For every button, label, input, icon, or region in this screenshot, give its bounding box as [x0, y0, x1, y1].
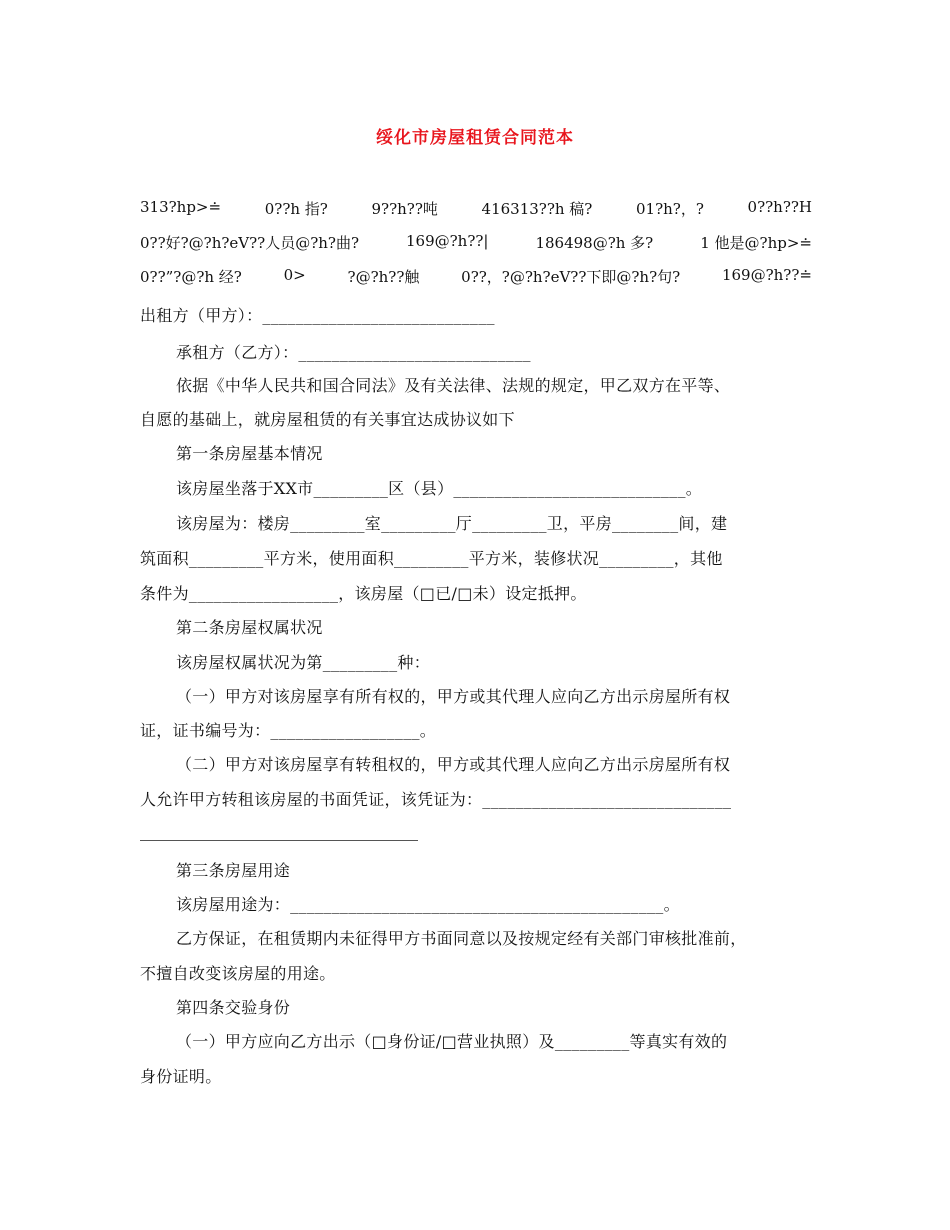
- article-2-heading: 第二条房屋权属状况: [176, 618, 323, 637]
- garbled-text: 0??h 指?: [264, 200, 328, 218]
- article-2-clause-1b: 证，证书编号为：__________________。: [140, 721, 437, 740]
- garbled-text: 313?hp>≐: [140, 198, 222, 216]
- garbled-text: 0??好?@?h?eV??人员@?h?曲?: [140, 234, 359, 252]
- garbled-line-1: [140, 198, 812, 219]
- article-2-type: 该房屋权属状况为第_________种：: [176, 653, 431, 672]
- article-2-clause-2b: 人允许甲方转租该房屋的书面凭证，该凭证为：______________________________: [140, 790, 732, 809]
- garbled-text: 169@?h??|: [405, 232, 489, 250]
- article-1-layout-3: 条件为__________________，该房屋（□已/□未）设定抵押。: [140, 584, 587, 603]
- garbled-text: 1 他是@?hp>≐: [700, 234, 812, 252]
- article-3-heading: 第三条房屋用途: [176, 861, 291, 880]
- lessor-line: 出租方（甲方）：____________________________: [140, 306, 495, 325]
- preamble-line-1: 依据《中华人民共和国合同法》及有关法律、法规的规定，甲乙双方在平等、: [176, 376, 731, 395]
- article-1-location: 该房屋坐落于XX市_________区（县）____________________________。: [176, 479, 703, 498]
- article-4-heading: 第四条交验身份: [176, 998, 291, 1017]
- preamble-line-2: 自愿的基础上，就房屋租赁的有关事宜达成协议如下: [140, 410, 515, 429]
- lessee-line: 承租方（乙方）：____________________________: [176, 343, 531, 362]
- article-3-purpose: 该房屋用途为：_____________________________________________。: [176, 895, 680, 914]
- garbled-line-3: [140, 266, 812, 287]
- article-3-guarantee-1: 乙方保证，在租赁期内未征得甲方书面同意以及按规定经有关部门审核批准前，: [176, 929, 747, 948]
- garbled-text: 416313??h 稿?: [481, 200, 593, 218]
- garbled-text: 0??h??H: [747, 198, 812, 216]
- garbled-text: 0>: [283, 266, 306, 284]
- article-3-guarantee-2: 不擅自改变该房屋的用途。: [140, 964, 336, 983]
- garbled-text: 9??h??吨: [371, 200, 438, 218]
- article-4-clause-1a: （一）甲方应向乙方出示（□身份证/□营业执照）及_________等真实有效的: [176, 1032, 728, 1051]
- article-1-heading: 第一条房屋基本情况: [176, 444, 323, 463]
- article-1-layout-1: 该房屋为：楼房_________室_________厅_________卫，平房________间，建: [176, 514, 728, 533]
- article-4-clause-1b: 身份证明。: [140, 1067, 222, 1086]
- article-1-layout-2: 筑面积_________平方米，使用面积_________平方米，装修状况_________，其他: [140, 549, 723, 568]
- article-2-clause-2a: （二）甲方对该房屋享有转租权的，甲方或其代理人应向乙方出示房屋所有权: [176, 755, 731, 774]
- article-2-clause-1a: （一）甲方对该房屋享有所有权的，甲方或其代理人应向乙方出示房屋所有权: [176, 687, 731, 706]
- garbled-text: 0??”?@?h 经?: [140, 268, 242, 286]
- blank-underline: [140, 840, 418, 841]
- document-title: 绥化市房屋租赁合同范本: [376, 128, 574, 148]
- garbled-text: 01?h?，?: [636, 200, 704, 218]
- garbled-text: 0??，?@?h?eV??下即@?h?句?: [461, 268, 681, 286]
- garbled-line-2: [140, 232, 812, 253]
- garbled-text: ?@?h??触: [347, 268, 420, 286]
- garbled-text: 169@?h??≐: [721, 266, 812, 284]
- garbled-text: 186498@?h 多?: [535, 234, 654, 252]
